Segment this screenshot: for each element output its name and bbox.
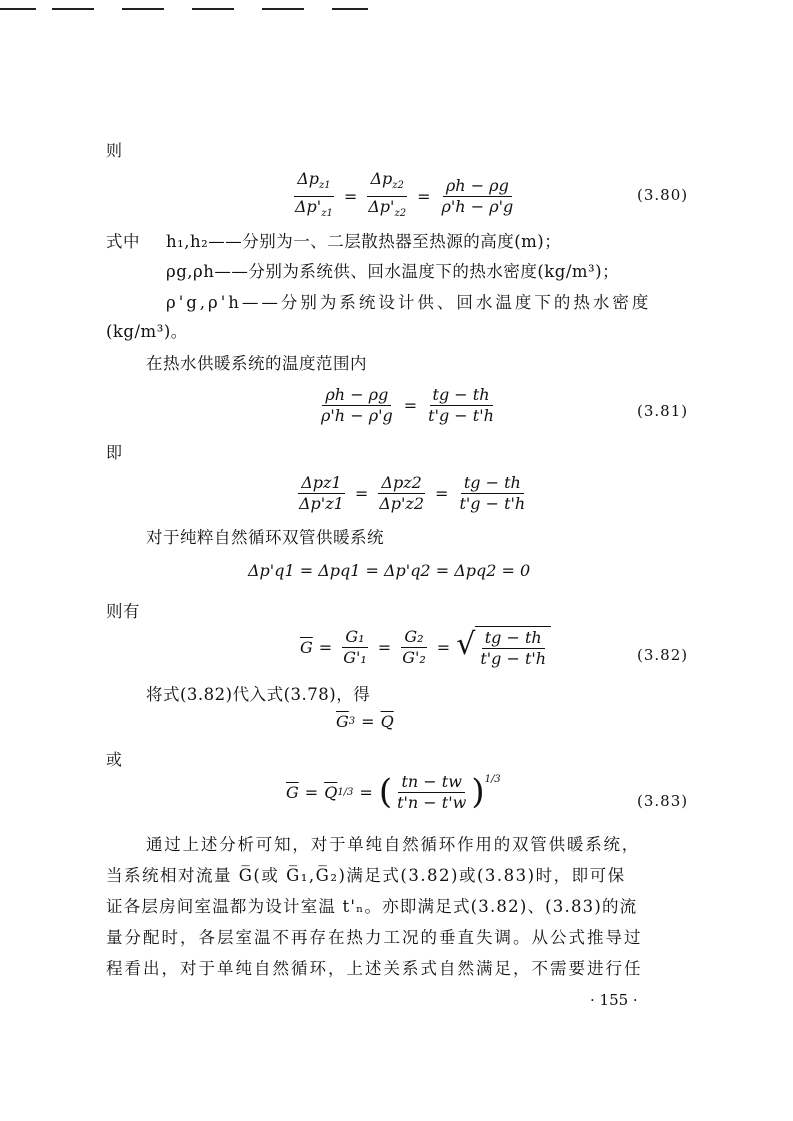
equation-number: (3.81) (637, 402, 689, 420)
paragraph-line: 量分配时，各层室温不再存在热力工况的垂直失调。从公式推导过 (106, 928, 643, 947)
top-rule-segment (332, 8, 368, 10)
top-rule-segment (52, 8, 94, 10)
equation-3-82: $\overline{G}$ = $\frac{\text{G₁}}{\text{G'₁}}$ = $\frac{\text{G₂}}{\text{G'₂}}$ = √ $\frac{tg - th}{t'g - t'h}$ (300, 626, 551, 668)
equation-3-81: $\frac{\rho h - \rho g}{\rho'h - \rho'g}$ = $\frac{tg - th}{t'g - t'h}$ (316, 386, 499, 425)
fraction: $\frac{\rho h - \rho g}{\rho'h - \rho'g}$ (321, 385, 393, 425)
definition-rho-prime: ρ'g,ρ'h——分别为系统设计供、回水温度下的热水密度 (166, 293, 652, 312)
fraction: $\frac{\text{Δpz2}}{\Delta p'z2}$ (379, 473, 425, 513)
equation-pressure: Δp'q1 = Δpq1 = Δp'q2 = Δpq2 = 0 (248, 561, 531, 580)
fraction: $\frac{\rho h - \rho g}{\rho'h - \rho'g}$ (441, 176, 514, 217)
top-rule-segment (122, 8, 164, 10)
fraction: $\frac{\Delta p_{z1}}{\Delta p'_{z1}}$ (295, 169, 333, 220)
label-huo: 或 (106, 750, 123, 769)
equation-ji: $\frac{\text{Δpz1}}{\Delta p'z1}$ = $\frac{\text{Δpz2}}{\Delta p'z2}$ = $\frac{tg - th}{t'g - t'h}$ (294, 474, 530, 513)
definition-unit: (kg/m³)。 (106, 322, 188, 341)
substitution-line: 将式(3.82)代入式(3.78)，得 (146, 685, 371, 704)
top-rule-segment (192, 8, 234, 10)
equation-g-cubed: $\overline{G}$ 3 = $\overline{Q}$ (336, 712, 394, 731)
label-zeyou: 则有 (106, 602, 140, 621)
definition-rho: ρg,ρh——分别为系统供、回水温度下的热水密度(kg/m³)； (166, 262, 620, 281)
page-number: · 155 · (590, 991, 638, 1009)
fraction: $\frac{tg - th}{t'g - t'h}$ (459, 473, 526, 513)
equation-3-80: $\frac{\Delta p_{z1}}{\Delta p'_{z1}}$ = $\frac{\Delta p_{z2}}{\Delta p'_{z2}}$ = $\frac{\rho h - \rho g}{\rho'h - \rho'g}$ (290, 170, 518, 223)
square-root: √ $\frac{tg - th}{t'g - t'h}$ (456, 626, 551, 668)
equation-3-83: $\overline{G}$ = $\overline{Q}$ 1/3 = ( $\frac{tn - tw}{t'n - t'w}$ ) $^{1/3}$ (286, 771, 501, 812)
top-rule-segment (0, 8, 36, 10)
paragraph-line: 通过上述分析可知，对于单纯自然循环作用的双管供暖系统， (146, 835, 641, 854)
paragraph-line: 当系统相对流量 G̅(或 G̅₁,G̅₂)满足式(3.82)或(3.83)时，即可保 (106, 866, 626, 885)
label-ji: 即 (106, 443, 123, 462)
fraction: $\frac{\text{G₂}}{\text{G'₂}}$ (402, 626, 426, 667)
equation-number: (3.82) (637, 646, 689, 664)
equation-number: (3.83) (637, 792, 689, 810)
equation-number: (3.80) (637, 186, 689, 204)
range-intro: 在热水供暖系统的温度范围内 (146, 354, 367, 373)
fraction: $\frac{\text{Δpz1}}{\Delta p'z1}$ (299, 473, 344, 513)
label-ze: 则 (106, 141, 123, 160)
paragraph-line: 证各层房间室温都为设计室温 t'ₙ。亦即满足式(3.82)、(3.83)的流 (106, 897, 638, 916)
paragraph-line: 程看出，对于单纯自然循环，上述关系式自然满足，不需要进行任 (106, 959, 643, 978)
definition-h: h₁,h₂——分别为一、二层散热器至热源的高度(m)； (166, 232, 562, 251)
pure-intro: 对于纯粹自然循环双管供暖系统 (146, 528, 384, 547)
fraction: $\frac{tg - th}{t'g - t'h}$ (428, 385, 494, 425)
fraction: $\frac{\Delta p_{z2}}{\Delta p'_{z2}}$ (368, 169, 407, 220)
top-rule-segment (262, 8, 304, 10)
fraction: $\frac{\text{G₁}}{\text{G'₁}}$ (343, 626, 367, 667)
fraction: $\frac{tn - tw}{t'n - t'w}$ (397, 771, 467, 812)
label-shizhong: 式中 (106, 232, 140, 251)
